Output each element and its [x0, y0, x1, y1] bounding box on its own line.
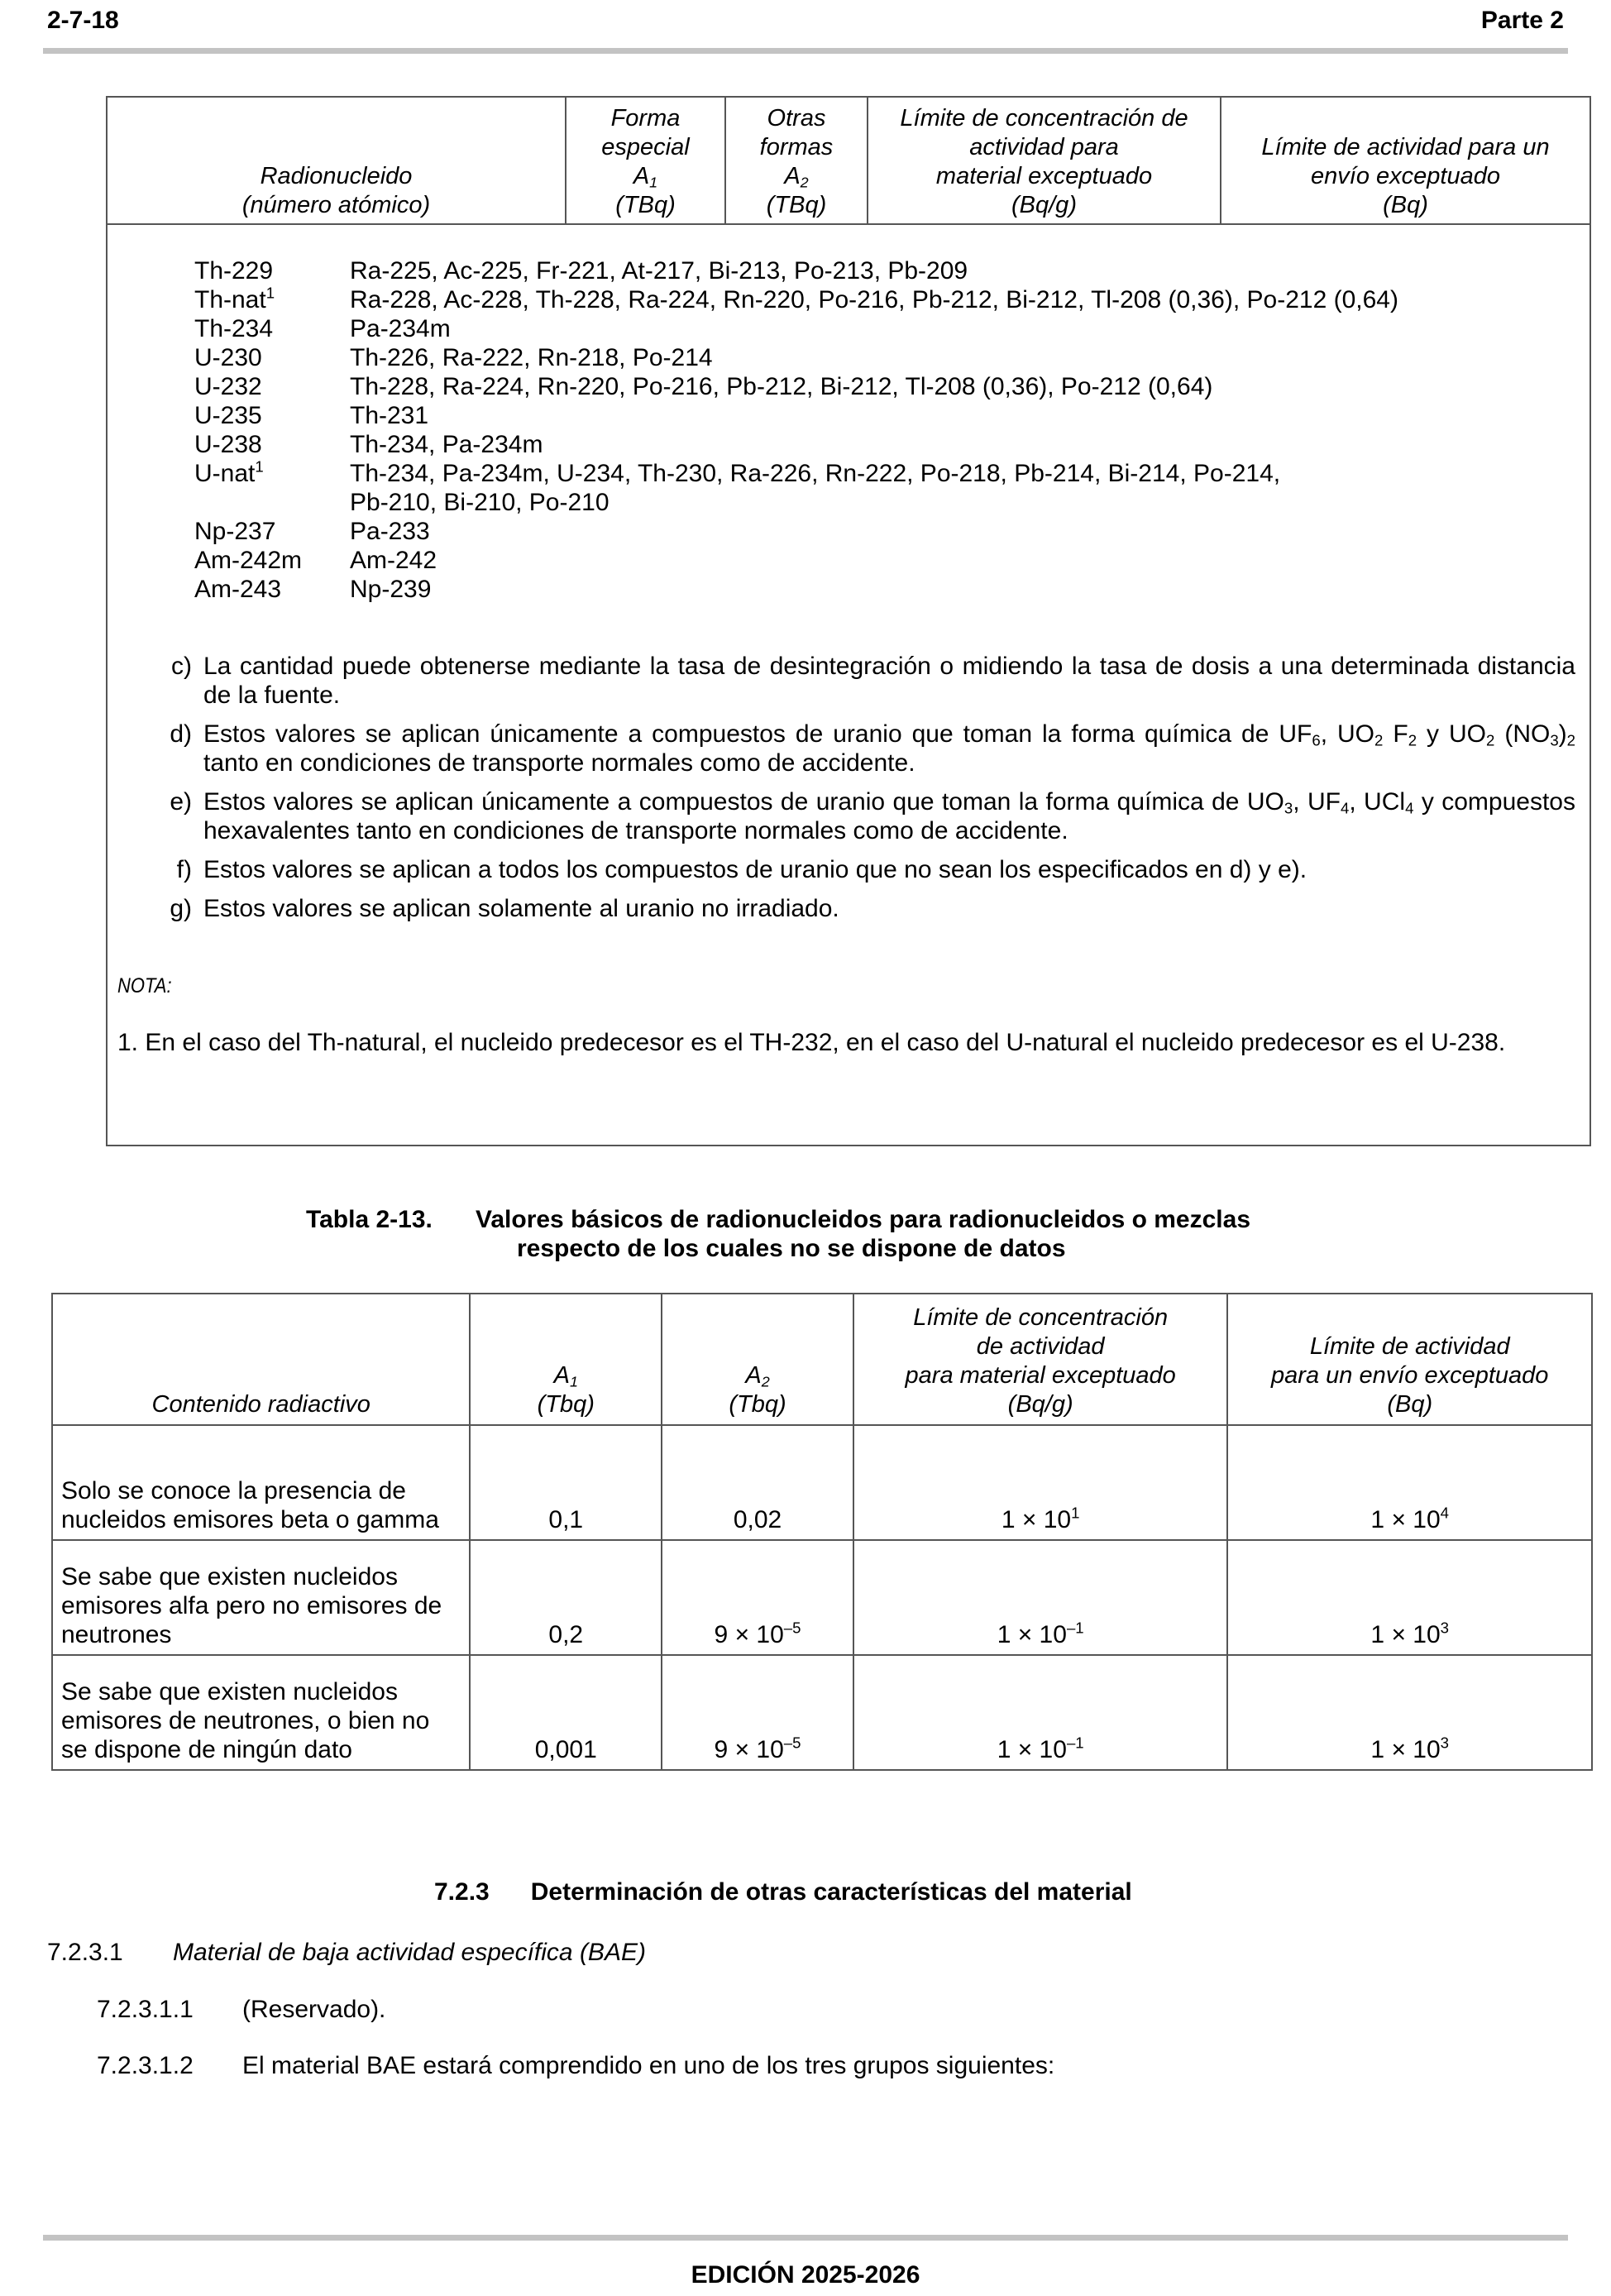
- daughter-nuclides: Th-226, Ra-222, Rn-218, Po-214: [350, 344, 713, 371]
- daughter-nuclides: Th-234, Pa-234m, U-234, Th-230, Ra-226, Rn-222, Po-218, Pb-214, Bi-214, Po-214,: [350, 460, 1281, 487]
- header-left: 2-7-18: [47, 7, 119, 34]
- chain-row: [194, 285, 1567, 314]
- note-letter: f): [176, 856, 192, 883]
- table-row: [52, 1540, 1592, 1655]
- note-letter: d): [170, 720, 192, 748]
- note-text: Estos valores se aplican a todos los compuestos de uranio que no sean los especificados en d) y e).: [203, 856, 1307, 883]
- basic-values-table: [51, 1293, 1593, 1771]
- daughter-nuclides: Th-231: [350, 402, 429, 429]
- table1-header-a2: Otras formas $A_2$ (TBq): [726, 98, 868, 223]
- daughter-nuclides: Np-239: [350, 576, 432, 603]
- table-row: [52, 1425, 1592, 1540]
- row-activity-limit: $1 \times 10^3$: [1227, 1655, 1592, 1770]
- parent-nuclide: U-232: [194, 373, 262, 400]
- parent-nuclide: U-230: [194, 344, 262, 371]
- paragraph-text: (Reservado).: [242, 1996, 386, 2023]
- table-title-line2: respecto de los cuales no se dispone de datos: [517, 1235, 1066, 1262]
- parent-nuclide: Am-243: [194, 576, 282, 603]
- header-activity-limit: Límite de actividad para un envío exceptuado (Bq): [1227, 1294, 1592, 1425]
- note-text: La cantidad puede obtenerse mediante la tasa de desintegración o midiendo la tasa de dosis a una determinada distancia de la fuente.: [203, 653, 1575, 709]
- paragraph-title: Material de baja actividad específica (BAE): [173, 1939, 646, 1966]
- paragraph-number: 7.2.3.1.2: [97, 2052, 194, 2079]
- row-a1: 0,1: [470, 1425, 662, 1540]
- table1-header-radionuclide: Radionucleido (número atómico): [108, 98, 566, 223]
- header-a1: $A_1$ (Tbq): [470, 1294, 662, 1425]
- table1-header-activity-limit: Límite de actividad para un envío exceptuado (Bq): [1261, 134, 1550, 218]
- section-number: 7.2.3: [434, 1878, 490, 1906]
- parent-nuclide: Th-nat$^1$: [194, 284, 275, 313]
- table2-header-row: [52, 1294, 1592, 1425]
- table-number: Tabla 2-13.: [306, 1206, 433, 1233]
- table-notes: [153, 652, 1575, 933]
- symbol-a2: $A_2$: [745, 1362, 770, 1390]
- daughter-nuclides: Th-228, Ra-224, Rn-220, Po-216, Pb-212, Bi-212, Tl-208 (0,36), Po-212 (0,64): [350, 373, 1213, 400]
- row-a1: 0,2: [470, 1540, 662, 1655]
- row-content: Solo se conoce la presencia de nucleidos emisores beta o gamma: [52, 1425, 470, 1540]
- parent-nuclide: Am-242m: [194, 547, 303, 574]
- parent-nuclide: Np-237: [194, 518, 276, 545]
- parent-nuclide: Th-229: [194, 257, 274, 285]
- daughter-nuclides: Pa-234m: [350, 315, 451, 342]
- parent-nuclide: U-235: [194, 402, 262, 429]
- note-letter: c): [171, 653, 192, 680]
- row-activity-limit: $1 \times 10^4$: [1227, 1425, 1592, 1540]
- chain-row: [194, 256, 1567, 285]
- note-item: [153, 720, 1575, 777]
- chain-row: [194, 575, 1567, 604]
- decay-chain-list: [194, 256, 1567, 604]
- chain-row: [194, 372, 1567, 401]
- table1-header-a1: Forma especial $A_1$ (TBq): [566, 98, 726, 223]
- row-activity-limit: $1 \times 10^3$: [1227, 1540, 1592, 1655]
- chain-row: [194, 343, 1567, 372]
- symbol-a2: $A_2$: [784, 163, 809, 191]
- paragraph-number: 7.2.3.1: [47, 1939, 123, 1966]
- daughter-nuclides: Am-242: [350, 547, 437, 574]
- note-item: [153, 787, 1575, 845]
- note-text: Estos valores se aplican únicamente a compuestos de uranio que toman la forma química de $UF_6$, $UO_2$ $F_2$ y $UO_2$ $(NO_3)_2$ tanto en condiciones de transporte normales como de accidente.: [203, 720, 1576, 777]
- paragraph-7-2-3-1: [47, 1938, 646, 1967]
- paragraph-7-2-3-1-1: [97, 1995, 386, 2024]
- parent-nuclide: [194, 488, 350, 517]
- header-a2: $A_2$ (Tbq): [662, 1294, 853, 1425]
- table1-header-concentration-limit: Límite de concentración de actividad para material exceptuado (Bq/g): [868, 98, 1221, 223]
- daughter-nuclides: Ra-225, Ac-225, Fr-221, At-217, Bi-213, Po-213, Pb-209: [350, 257, 968, 285]
- row-a1: 0,001: [470, 1655, 662, 1770]
- header-concentration-limit: Límite de concentración de actividad para material exceptuado (Bq/g): [853, 1294, 1228, 1425]
- table-title-line1: Valores básicos de radionucleidos para radionucleidos o mezclas: [476, 1206, 1251, 1233]
- row-content: Se sabe que existen nucleidos emisores alfa pero no emisores de neutrones: [52, 1540, 470, 1655]
- chain-row: [194, 459, 1567, 488]
- chain-row: [194, 430, 1567, 459]
- row-a2: $9 \times 10^{-5}$: [662, 1540, 853, 1655]
- parent-nuclide: Th-234: [194, 315, 274, 342]
- note-letter: e): [170, 788, 192, 816]
- row-concentration: $1 \times 10^{-1}$: [853, 1655, 1228, 1770]
- footnote: 1. En el caso del Th-natural, el nucleido predecesor es el TH-232, en el caso del U-natural el nucleido predecesor es el U-238.: [117, 1029, 1506, 1056]
- symbol-a1: $A_1$: [553, 1362, 578, 1390]
- chain-row: [194, 546, 1567, 575]
- note-item: [153, 894, 1575, 923]
- header-contenido: Contenido radiactivo: [52, 1294, 470, 1425]
- parent-nuclide: U-238: [194, 431, 262, 458]
- row-concentration: $1 \times 10^{-1}$: [853, 1540, 1228, 1655]
- paragraph-7-2-3-1-2: [97, 2051, 1055, 2080]
- section-title: Determinación de otras características del material: [530, 1878, 1132, 1906]
- daughter-nuclides: Th-234, Pa-234m: [350, 431, 543, 458]
- footer-rule: [43, 2235, 1568, 2241]
- row-content: Se sabe que existen nucleidos emisores de neutrones, o bien no se dispone de ningún dato: [52, 1655, 470, 1770]
- chain-row: [194, 488, 1567, 517]
- table1-header: [108, 98, 1589, 225]
- chain-row: [194, 314, 1567, 343]
- note-text: Estos valores se aplican solamente al uranio no irradiado.: [203, 895, 839, 922]
- note-text: Estos valores se aplican únicamente a compuestos de uranio que toman la forma química de $UO_3$, $UF_4$, UCl$_4$ y compuestos hexavalentes tanto en condiciones de transporte normales como de accidente.: [203, 788, 1575, 844]
- daughter-nuclides: Pa-233: [350, 518, 430, 545]
- paragraph-text: El material BAE estará comprendido en uno de los tres grupos siguientes:: [242, 2052, 1055, 2079]
- row-a2: 0,02: [662, 1425, 853, 1540]
- note-item: [153, 652, 1575, 710]
- table-row: [52, 1655, 1592, 1770]
- chain-row: [194, 517, 1567, 546]
- header-rule: [43, 48, 1568, 54]
- note-item: [153, 855, 1575, 884]
- symbol-a1: $A_1$: [633, 163, 658, 191]
- section-heading: [434, 1877, 1132, 1906]
- parent-nuclide: U-nat$^1$: [194, 457, 264, 487]
- paragraph-number: 7.2.3.1.1: [97, 1996, 194, 2023]
- chain-row: [194, 401, 1567, 430]
- row-a2: $9 \times 10^{-5}$: [662, 1655, 853, 1770]
- daughter-nuclides: Ra-228, Ac-228, Th-228, Ra-224, Rn-220, Po-216, Pb-212, Bi-212, Tl-208 (0,36), Po-212 (0,64): [350, 286, 1398, 313]
- radionuclide-chain-table: [106, 96, 1591, 1146]
- note-letter: g): [170, 895, 192, 922]
- footer-edition: EDICIÓN 2025-2026: [691, 2261, 920, 2289]
- row-concentration: $1 \times 10^1$: [853, 1425, 1228, 1540]
- nota-label: NOTA:: [117, 974, 172, 997]
- daughter-nuclides: Pb-210, Bi-210, Po-210: [350, 489, 610, 516]
- header-right: Parte 2: [1480, 7, 1564, 34]
